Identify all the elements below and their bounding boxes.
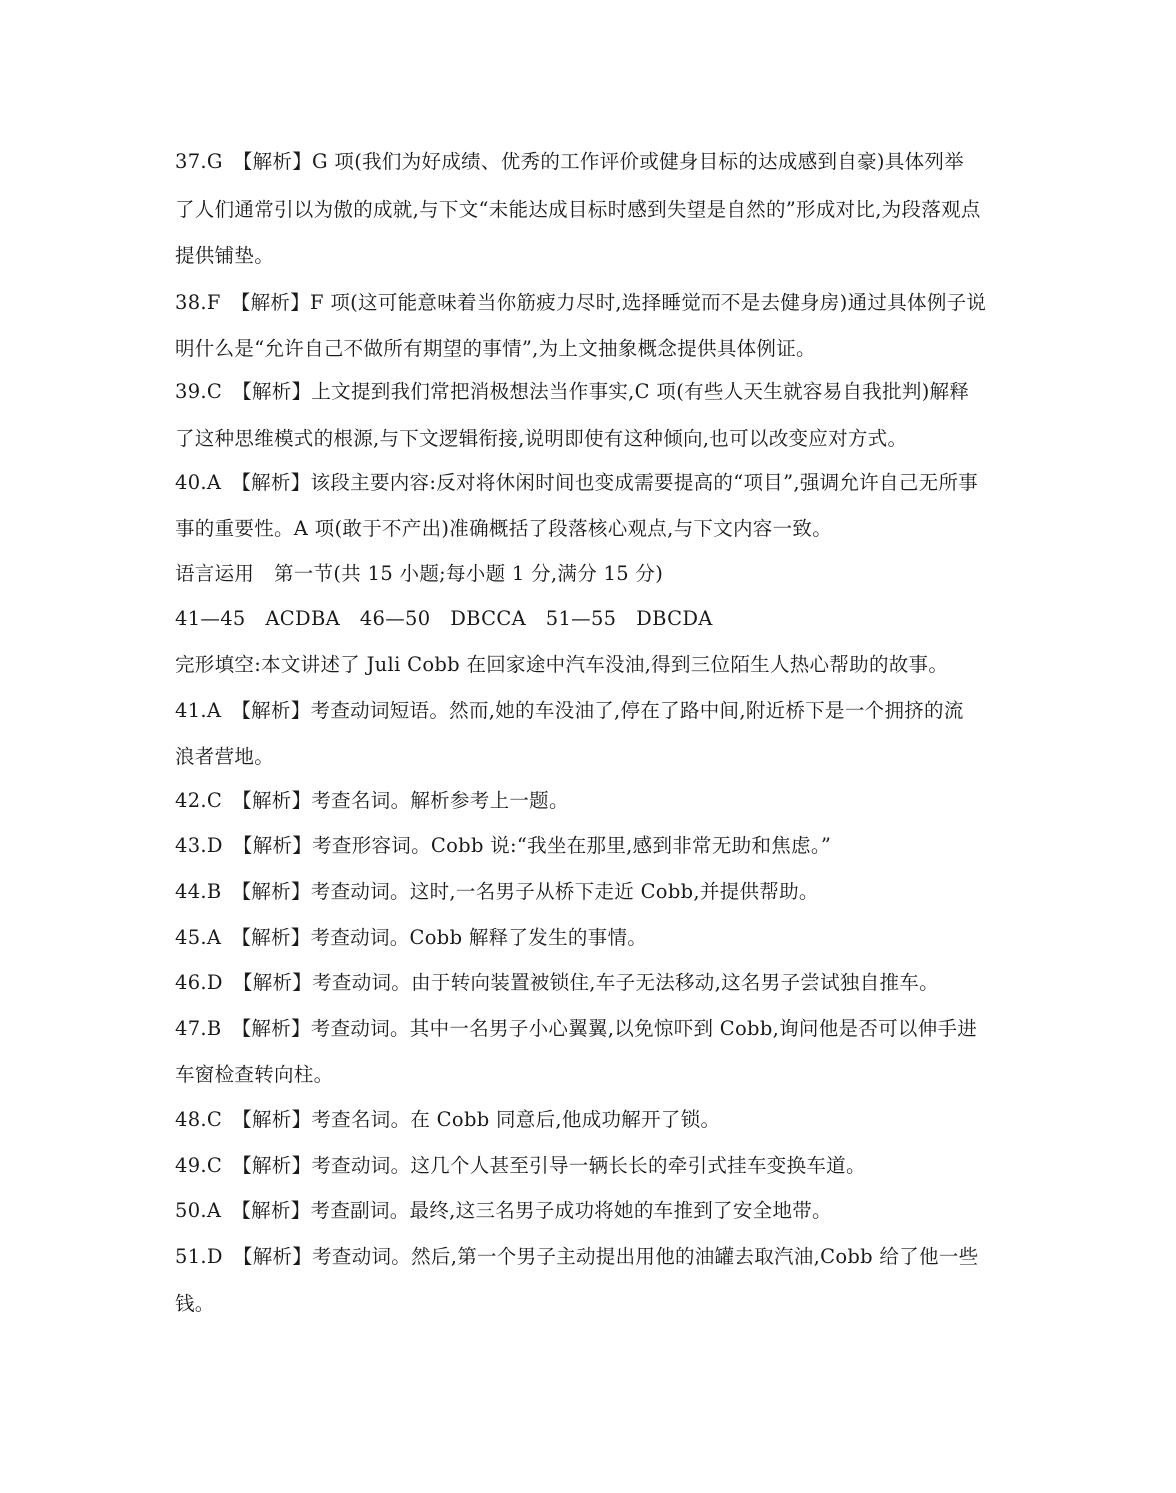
answer-38-line-1: 38.F 【解析】F 项(这可能意味着当你筋疲力尽时,选择睡觉而不是去健身房)通过具体例子说 — [175, 291, 987, 314]
answer-39-line-2: 了这种思维模式的根源,与下文逻辑衔接,说明即使有这种倾向,也可以改变应对方式。 — [175, 427, 908, 450]
answer-key-row: 41—45 ACDBA 46—50 DBCCA 51—55 DBCDA — [175, 607, 713, 630]
answer-40-line-1: 40.A 【解析】该段主要内容:反对将休闲时间也变成需要提高的“项目”,强调允许自己无所事 — [175, 471, 979, 494]
answer-39-line-1: 39.C 【解析】上文提到我们常把消极想法当作事实,C 项(有些人天生就容易自我批判)解释 — [175, 380, 970, 403]
cloze-summary: 完形填空:本文讲述了 Juli Cobb 在回家途中汽车没油,得到三位陌生人热心帮助的故事。 — [175, 653, 949, 676]
answer-43: 43.D 【解析】考查形容词。Cobb 说:“我坐在那里,感到非常无助和焦虑。” — [175, 834, 832, 857]
answer-46: 46.D 【解析】考查动词。由于转向装置被锁住,车子无法移动,这名男子尝试独自推车。 — [175, 971, 939, 994]
answer-41-line-1: 41.A 【解析】考查动词短语。然而,她的车没油了,停在了路中间,附近桥下是一个拥挤的流 — [175, 699, 964, 722]
answer-44: 44.B 【解析】考查动词。这时,一名男子从桥下走近 Cobb,并提供帮助。 — [175, 880, 819, 903]
answer-50: 50.A 【解析】考查副词。最终,这三名男子成功将她的车推到了安全地带。 — [175, 1199, 832, 1222]
answer-51-line-1: 51.D 【解析】考查动词。然后,第一个男子主动提出用他的油罐去取汽油,Cobb 给了他一些 — [175, 1245, 979, 1268]
answer-45: 45.A 【解析】考查动词。Cobb 解释了发生的事情。 — [175, 926, 648, 949]
section-heading: 语言运用 第一节(共 15 小题;每小题 1 分,满分 15 分) — [175, 562, 664, 585]
answer-37-line-2: 了人们通常引以为傲的成就,与下文“未能达成目标时感到失望是自然的”形成对比,为段落观点 — [175, 198, 981, 221]
answer-48: 48.C 【解析】考查名词。在 Cobb 同意后,他成功解开了锁。 — [175, 1108, 721, 1131]
answer-40-line-2: 事的重要性。A 项(敢于不产出)准确概括了段落核心观点,与下文内容一致。 — [175, 517, 832, 540]
answer-37-line-3: 提供铺垫。 — [175, 244, 275, 267]
answer-51-line-2: 钱。 — [175, 1292, 215, 1315]
answer-47-line-2: 车窗检查转向柱。 — [175, 1063, 334, 1086]
answer-41-line-2: 浪者营地。 — [175, 745, 275, 768]
answer-37-line-1: 37.G 【解析】G 项(我们为好成绩、优秀的工作评价或健身目标的达成感到自豪)具体列举 — [175, 150, 965, 173]
answer-49: 49.C 【解析】考查动词。这几个人甚至引导一辆长长的牵引式挂车变换车道。 — [175, 1154, 866, 1177]
answer-42: 42.C 【解析】考查名词。解析参考上一题。 — [175, 789, 569, 812]
answer-38-line-2: 明什么是“允许自己不做所有期望的事情”,为上文抽象概念提供具体例证。 — [175, 337, 816, 360]
answer-47-line-1: 47.B 【解析】考查动词。其中一名男子小心翼翼,以免惊吓到 Cobb,询问他是否可以伸手进 — [175, 1017, 978, 1040]
